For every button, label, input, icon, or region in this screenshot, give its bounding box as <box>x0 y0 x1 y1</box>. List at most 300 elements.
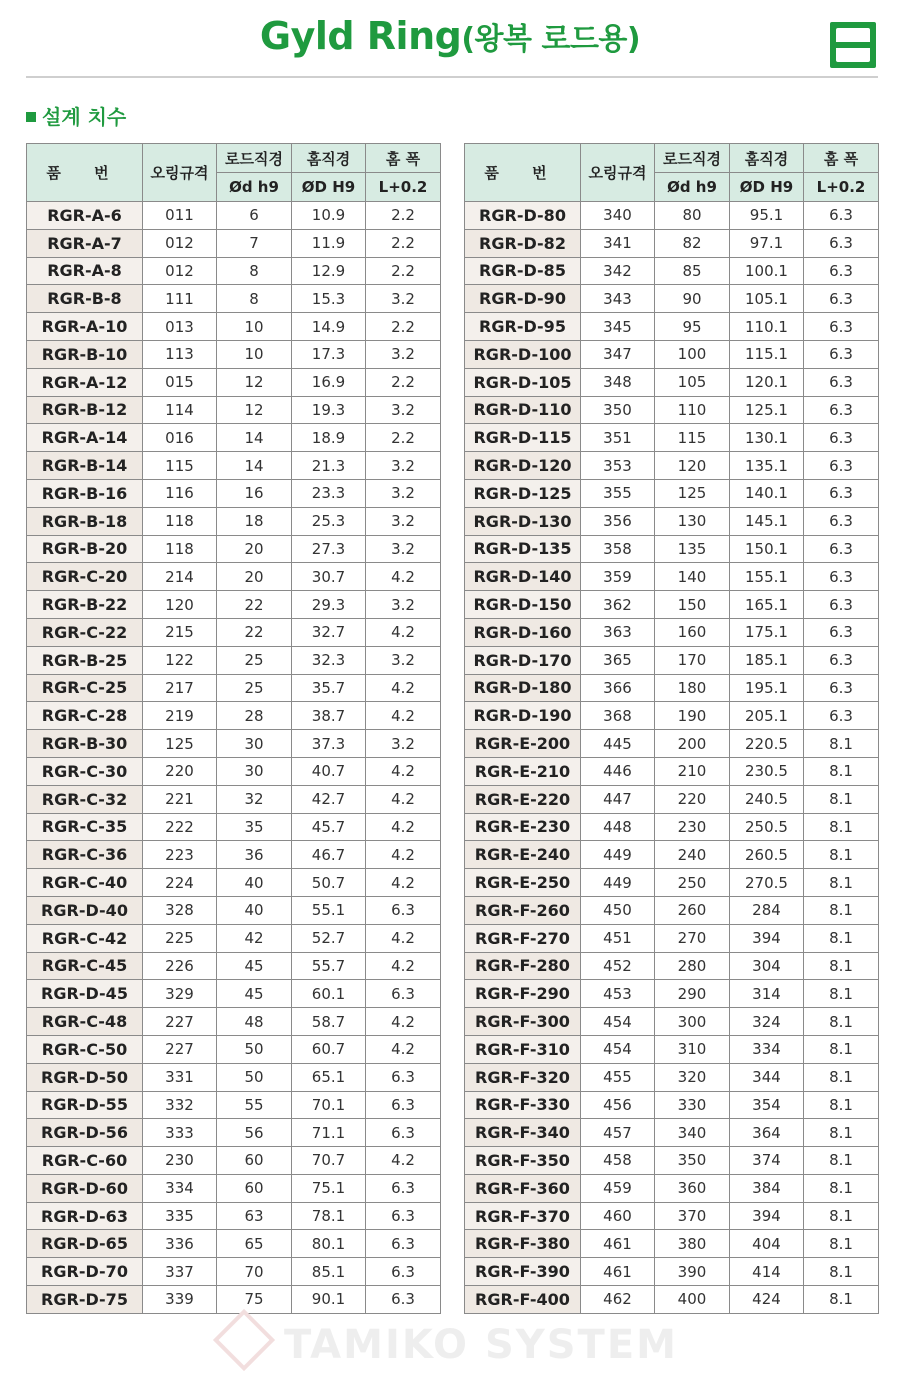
cell-groove-diameter: 17.3 <box>292 340 366 368</box>
header-oring: 오링규격 <box>581 144 655 202</box>
cell-groove-diameter: 15.3 <box>292 285 366 313</box>
cell-groove-diameter: 12.9 <box>292 257 366 285</box>
header-width-unit: L+0.2 <box>366 173 441 202</box>
cell-code: RGR-F-300 <box>465 1008 581 1036</box>
table-row <box>465 952 879 980</box>
cell-groove-diameter: 155.1 <box>730 563 804 591</box>
cell-code: RGR-C-48 <box>27 1008 143 1036</box>
cell-code: RGR-D-135 <box>465 535 581 563</box>
table-row <box>27 702 441 730</box>
cell-oring: 227 <box>143 1035 217 1063</box>
cell-oring: 359 <box>581 563 655 591</box>
cell-groove-diameter: 65.1 <box>292 1063 366 1091</box>
table-row <box>27 980 441 1008</box>
table-row <box>465 1063 879 1091</box>
cell-code: RGR-C-22 <box>27 618 143 646</box>
cell-oring: 351 <box>581 424 655 452</box>
cell-code: RGR-D-105 <box>465 368 581 396</box>
cell-groove-diameter: 145.1 <box>730 507 804 535</box>
cell-groove-width: 4.2 <box>366 841 441 869</box>
cell-groove-width: 6.3 <box>366 1286 441 1314</box>
cell-groove-width: 8.1 <box>804 1008 879 1036</box>
cell-rod-diameter: 16 <box>217 479 292 507</box>
cell-groove-width: 3.2 <box>366 340 441 368</box>
cell-code: RGR-B-10 <box>27 340 143 368</box>
table-row <box>465 535 879 563</box>
cell-groove-diameter: 260.5 <box>730 841 804 869</box>
cell-groove-width: 3.2 <box>366 591 441 619</box>
table-row <box>27 1174 441 1202</box>
table-row <box>27 757 441 785</box>
table-row <box>465 896 879 924</box>
table-row <box>465 424 879 452</box>
cell-rod-diameter: 270 <box>655 924 730 952</box>
cell-code: RGR-C-20 <box>27 563 143 591</box>
cell-oring: 217 <box>143 674 217 702</box>
cell-rod-diameter: 95 <box>655 313 730 341</box>
cell-rod-diameter: 390 <box>655 1258 730 1286</box>
cell-code: RGR-F-350 <box>465 1147 581 1175</box>
table-row <box>27 1008 441 1036</box>
cell-rod-diameter: 22 <box>217 591 292 619</box>
cell-groove-diameter: 404 <box>730 1230 804 1258</box>
cell-groove-width: 6.3 <box>804 563 879 591</box>
cell-rod-diameter: 310 <box>655 1035 730 1063</box>
cell-code: RGR-E-250 <box>465 869 581 897</box>
cell-rod-diameter: 70 <box>217 1258 292 1286</box>
cell-oring: 334 <box>143 1174 217 1202</box>
cell-oring: 342 <box>581 257 655 285</box>
table-row <box>465 591 879 619</box>
cell-code: RGR-E-240 <box>465 841 581 869</box>
cell-groove-width: 8.1 <box>804 1174 879 1202</box>
cell-rod-diameter: 22 <box>217 618 292 646</box>
cell-groove-width: 8.1 <box>804 1063 879 1091</box>
table-row <box>27 785 441 813</box>
cell-code: RGR-C-42 <box>27 924 143 952</box>
cell-oring: 122 <box>143 646 217 674</box>
table-row <box>465 1091 879 1119</box>
cell-oring: 329 <box>143 980 217 1008</box>
cell-rod-diameter: 14 <box>217 424 292 452</box>
cell-rod-diameter: 63 <box>217 1202 292 1230</box>
cell-groove-width: 3.2 <box>366 396 441 424</box>
cell-rod-diameter: 45 <box>217 980 292 1008</box>
cell-groove-width: 8.1 <box>804 757 879 785</box>
cell-groove-diameter: 37.3 <box>292 730 366 758</box>
cell-code: RGR-D-95 <box>465 313 581 341</box>
cell-groove-diameter: 11.9 <box>292 229 366 257</box>
table-row <box>27 841 441 869</box>
section-title: 설계 치수 <box>42 105 127 129</box>
cell-code: RGR-D-130 <box>465 507 581 535</box>
cell-groove-width: 3.2 <box>366 535 441 563</box>
cell-oring: 450 <box>581 896 655 924</box>
table-row <box>27 674 441 702</box>
cell-groove-width: 6.3 <box>804 674 879 702</box>
cell-groove-width: 8.1 <box>804 869 879 897</box>
cell-rod-diameter: 75 <box>217 1286 292 1314</box>
cell-groove-width: 8.1 <box>804 980 879 1008</box>
header-rod-unit: Ød h9 <box>655 173 730 202</box>
cell-code: RGR-B-14 <box>27 452 143 480</box>
cell-groove-width: 6.3 <box>804 479 879 507</box>
table-row <box>465 646 879 674</box>
cell-groove-width: 4.2 <box>366 813 441 841</box>
cell-rod-diameter: 90 <box>655 285 730 313</box>
cell-code: RGR-D-170 <box>465 646 581 674</box>
cell-groove-diameter: 38.7 <box>292 702 366 730</box>
cell-oring: 336 <box>143 1230 217 1258</box>
cell-oring: 449 <box>581 869 655 897</box>
cell-rod-diameter: 10 <box>217 340 292 368</box>
cell-groove-diameter: 97.1 <box>730 229 804 257</box>
cell-groove-width: 8.1 <box>804 1202 879 1230</box>
cell-code: RGR-A-10 <box>27 313 143 341</box>
table-row <box>27 1035 441 1063</box>
cell-oring: 016 <box>143 424 217 452</box>
table-row <box>465 730 879 758</box>
cell-groove-diameter: 10.9 <box>292 202 366 230</box>
table-row <box>465 1035 879 1063</box>
table-row <box>27 1258 441 1286</box>
header-groove-unit: ØD H9 <box>292 173 366 202</box>
watermark-logo-icon <box>213 1309 275 1371</box>
table-row <box>465 368 879 396</box>
cell-oring: 368 <box>581 702 655 730</box>
cell-code: RGR-B-16 <box>27 479 143 507</box>
cell-groove-diameter: 58.7 <box>292 1008 366 1036</box>
table-row <box>27 396 441 424</box>
title-sub: (왕복 로드용) <box>461 22 641 57</box>
header-groove-unit: ØD H9 <box>730 173 804 202</box>
cell-oring: 222 <box>143 813 217 841</box>
table-row <box>27 340 441 368</box>
table-row <box>27 202 441 230</box>
cell-code: RGR-F-380 <box>465 1230 581 1258</box>
cell-groove-width: 8.1 <box>804 785 879 813</box>
cell-oring: 226 <box>143 952 217 980</box>
cell-code: RGR-D-125 <box>465 479 581 507</box>
cell-groove-width: 6.3 <box>804 702 879 730</box>
header-rod: 로드직경 <box>217 144 292 173</box>
cell-oring: 227 <box>143 1008 217 1036</box>
cell-groove-diameter: 240.5 <box>730 785 804 813</box>
cell-code: RGR-B-30 <box>27 730 143 758</box>
cell-groove-width: 6.3 <box>366 896 441 924</box>
table-row <box>465 618 879 646</box>
cell-rod-diameter: 320 <box>655 1063 730 1091</box>
cell-rod-diameter: 290 <box>655 980 730 1008</box>
cell-rod-diameter: 50 <box>217 1063 292 1091</box>
cell-oring: 461 <box>581 1258 655 1286</box>
cell-groove-width: 4.2 <box>366 702 441 730</box>
table-row <box>465 674 879 702</box>
watermark <box>222 1318 678 1368</box>
cell-rod-diameter: 35 <box>217 813 292 841</box>
cell-rod-diameter: 60 <box>217 1174 292 1202</box>
cell-rod-diameter: 220 <box>655 785 730 813</box>
cell-groove-width: 6.3 <box>804 535 879 563</box>
cell-code: RGR-D-180 <box>465 674 581 702</box>
cell-groove-width: 6.3 <box>804 313 879 341</box>
cell-oring: 220 <box>143 757 217 785</box>
cell-groove-diameter: 21.3 <box>292 452 366 480</box>
cell-groove-width: 4.2 <box>366 674 441 702</box>
cell-oring: 461 <box>581 1230 655 1258</box>
cell-groove-width: 8.1 <box>804 1286 879 1314</box>
cell-oring: 328 <box>143 896 217 924</box>
cell-code: RGR-C-32 <box>27 785 143 813</box>
cell-rod-diameter: 56 <box>217 1119 292 1147</box>
cell-groove-width: 6.3 <box>804 396 879 424</box>
title-main: Gyld Ring <box>259 14 462 58</box>
cell-groove-diameter: 18.9 <box>292 424 366 452</box>
cell-rod-diameter: 140 <box>655 563 730 591</box>
cell-groove-diameter: 16.9 <box>292 368 366 396</box>
cell-rod-diameter: 45 <box>217 952 292 980</box>
cell-groove-diameter: 78.1 <box>292 1202 366 1230</box>
cell-groove-width: 6.3 <box>804 368 879 396</box>
cell-groove-width: 6.3 <box>804 340 879 368</box>
cell-groove-diameter: 32.7 <box>292 618 366 646</box>
cell-rod-diameter: 230 <box>655 813 730 841</box>
cell-groove-diameter: 384 <box>730 1174 804 1202</box>
cell-groove-width: 8.1 <box>804 813 879 841</box>
cell-code: RGR-F-320 <box>465 1063 581 1091</box>
cell-code: RGR-D-75 <box>27 1286 143 1314</box>
cell-oring: 456 <box>581 1091 655 1119</box>
cell-code: RGR-C-50 <box>27 1035 143 1063</box>
table-row <box>465 702 879 730</box>
header-code: 품 번 <box>465 144 581 202</box>
cell-oring: 365 <box>581 646 655 674</box>
cell-groove-diameter: 90.1 <box>292 1286 366 1314</box>
cell-groove-diameter: 195.1 <box>730 674 804 702</box>
cell-groove-width: 8.1 <box>804 896 879 924</box>
table-row <box>465 340 879 368</box>
table-row <box>465 1008 879 1036</box>
cell-code: RGR-F-290 <box>465 980 581 1008</box>
cell-code: RGR-B-18 <box>27 507 143 535</box>
cell-groove-diameter: 45.7 <box>292 813 366 841</box>
cell-groove-width: 6.3 <box>804 507 879 535</box>
table-row <box>27 535 441 563</box>
cell-oring: 356 <box>581 507 655 535</box>
spec-table-right <box>464 143 879 1314</box>
cell-groove-width: 6.3 <box>804 424 879 452</box>
cell-groove-width: 2.2 <box>366 368 441 396</box>
cell-rod-diameter: 20 <box>217 563 292 591</box>
cell-oring: 345 <box>581 313 655 341</box>
table-row <box>27 479 441 507</box>
cell-rod-diameter: 6 <box>217 202 292 230</box>
cell-oring: 358 <box>581 535 655 563</box>
table-row <box>465 813 879 841</box>
table-row <box>465 396 879 424</box>
cell-groove-width: 3.2 <box>366 285 441 313</box>
cell-groove-diameter: 55.7 <box>292 952 366 980</box>
cell-code: RGR-A-14 <box>27 424 143 452</box>
table-row <box>27 952 441 980</box>
cell-rod-diameter: 160 <box>655 618 730 646</box>
cell-oring: 347 <box>581 340 655 368</box>
cell-groove-width: 6.3 <box>804 285 879 313</box>
cell-rod-diameter: 28 <box>217 702 292 730</box>
cell-groove-width: 6.3 <box>804 452 879 480</box>
table-row <box>465 1286 879 1314</box>
cell-groove-diameter: 50.7 <box>292 869 366 897</box>
cell-rod-diameter: 130 <box>655 507 730 535</box>
cell-groove-width: 4.2 <box>366 1147 441 1175</box>
cell-code: RGR-F-330 <box>465 1091 581 1119</box>
cell-rod-diameter: 60 <box>217 1147 292 1175</box>
cell-groove-diameter: 165.1 <box>730 591 804 619</box>
cell-rod-diameter: 350 <box>655 1147 730 1175</box>
cell-oring: 353 <box>581 452 655 480</box>
table-row <box>465 1147 879 1175</box>
cell-groove-width: 6.3 <box>804 202 879 230</box>
cell-groove-width: 4.2 <box>366 618 441 646</box>
table-row <box>27 1202 441 1230</box>
cell-groove-diameter: 52.7 <box>292 924 366 952</box>
cell-code: RGR-D-70 <box>27 1258 143 1286</box>
table-row <box>465 313 879 341</box>
cell-oring: 453 <box>581 980 655 1008</box>
cell-oring: 457 <box>581 1119 655 1147</box>
cell-code: RGR-C-60 <box>27 1147 143 1175</box>
table-row <box>465 869 879 897</box>
cell-rod-diameter: 8 <box>217 257 292 285</box>
cell-rod-diameter: 400 <box>655 1286 730 1314</box>
cell-code: RGR-D-55 <box>27 1091 143 1119</box>
table-row <box>465 1230 879 1258</box>
cell-rod-diameter: 105 <box>655 368 730 396</box>
cell-groove-diameter: 205.1 <box>730 702 804 730</box>
cell-groove-width: 2.2 <box>366 424 441 452</box>
cell-code: RGR-C-28 <box>27 702 143 730</box>
cell-oring: 363 <box>581 618 655 646</box>
cell-oring: 355 <box>581 479 655 507</box>
page-title <box>0 14 900 58</box>
cell-groove-width: 6.3 <box>804 257 879 285</box>
cell-groove-diameter: 23.3 <box>292 479 366 507</box>
cell-oring: 460 <box>581 1202 655 1230</box>
cell-oring: 115 <box>143 452 217 480</box>
table-row <box>27 285 441 313</box>
cell-code: RGR-F-310 <box>465 1035 581 1063</box>
cell-rod-diameter: 40 <box>217 869 292 897</box>
cell-groove-width: 8.1 <box>804 841 879 869</box>
cell-groove-diameter: 135.1 <box>730 452 804 480</box>
cell-code: RGR-B-25 <box>27 646 143 674</box>
cell-code: RGR-E-220 <box>465 785 581 813</box>
cell-oring: 012 <box>143 229 217 257</box>
cell-rod-diameter: 25 <box>217 674 292 702</box>
cell-groove-diameter: 32.3 <box>292 646 366 674</box>
cell-groove-width: 8.1 <box>804 730 879 758</box>
cell-code: RGR-F-360 <box>465 1174 581 1202</box>
cell-rod-diameter: 125 <box>655 479 730 507</box>
cell-groove-diameter: 414 <box>730 1258 804 1286</box>
cell-oring: 333 <box>143 1119 217 1147</box>
cell-groove-diameter: 85.1 <box>292 1258 366 1286</box>
cell-code: RGR-D-85 <box>465 257 581 285</box>
cell-oring: 449 <box>581 841 655 869</box>
cell-oring: 224 <box>143 869 217 897</box>
header-groove: 홈직경 <box>730 144 804 173</box>
cell-groove-diameter: 115.1 <box>730 340 804 368</box>
cell-groove-diameter: 19.3 <box>292 396 366 424</box>
table-row <box>27 1147 441 1175</box>
cell-rod-diameter: 42 <box>217 924 292 952</box>
cell-rod-diameter: 170 <box>655 646 730 674</box>
cell-rod-diameter: 240 <box>655 841 730 869</box>
cell-oring: 445 <box>581 730 655 758</box>
table-row <box>27 1119 441 1147</box>
cell-code: RGR-D-150 <box>465 591 581 619</box>
table-row <box>27 869 441 897</box>
cell-oring: 230 <box>143 1147 217 1175</box>
cell-code: RGR-F-390 <box>465 1258 581 1286</box>
cell-code: RGR-D-40 <box>27 896 143 924</box>
cell-groove-width: 8.1 <box>804 1035 879 1063</box>
cell-code: RGR-F-340 <box>465 1119 581 1147</box>
cell-groove-width: 2.2 <box>366 257 441 285</box>
cell-groove-diameter: 334 <box>730 1035 804 1063</box>
cell-oring: 337 <box>143 1258 217 1286</box>
cell-groove-width: 6.3 <box>366 1258 441 1286</box>
cell-groove-width: 6.3 <box>804 618 879 646</box>
table-row <box>465 841 879 869</box>
cell-oring: 448 <box>581 813 655 841</box>
cell-groove-diameter: 27.3 <box>292 535 366 563</box>
cell-oring: 219 <box>143 702 217 730</box>
cell-oring: 366 <box>581 674 655 702</box>
header-rod-unit: Ød h9 <box>217 173 292 202</box>
cell-rod-diameter: 85 <box>655 257 730 285</box>
cell-rod-diameter: 330 <box>655 1091 730 1119</box>
cell-code: RGR-D-115 <box>465 424 581 452</box>
table-row <box>27 646 441 674</box>
cell-oring: 125 <box>143 730 217 758</box>
cell-groove-width: 8.1 <box>804 924 879 952</box>
cell-rod-diameter: 7 <box>217 229 292 257</box>
cell-oring: 114 <box>143 396 217 424</box>
cell-oring: 011 <box>143 202 217 230</box>
cell-code: RGR-D-80 <box>465 202 581 230</box>
cell-rod-diameter: 12 <box>217 396 292 424</box>
cell-code: RGR-D-82 <box>465 229 581 257</box>
cell-code: RGR-E-210 <box>465 757 581 785</box>
cell-groove-diameter: 140.1 <box>730 479 804 507</box>
cell-groove-width: 6.3 <box>366 1230 441 1258</box>
header-width: 홈 폭 <box>804 144 879 173</box>
cell-groove-diameter: 270.5 <box>730 869 804 897</box>
table-row <box>465 757 879 785</box>
cell-groove-diameter: 71.1 <box>292 1119 366 1147</box>
cell-groove-diameter: 125.1 <box>730 396 804 424</box>
cell-oring: 458 <box>581 1147 655 1175</box>
cell-groove-diameter: 60.1 <box>292 980 366 1008</box>
cell-rod-diameter: 210 <box>655 757 730 785</box>
cell-rod-diameter: 32 <box>217 785 292 813</box>
cell-groove-width: 4.2 <box>366 757 441 785</box>
cell-oring: 339 <box>143 1286 217 1314</box>
cell-rod-diameter: 200 <box>655 730 730 758</box>
cell-groove-diameter: 175.1 <box>730 618 804 646</box>
cell-groove-width: 6.3 <box>804 646 879 674</box>
